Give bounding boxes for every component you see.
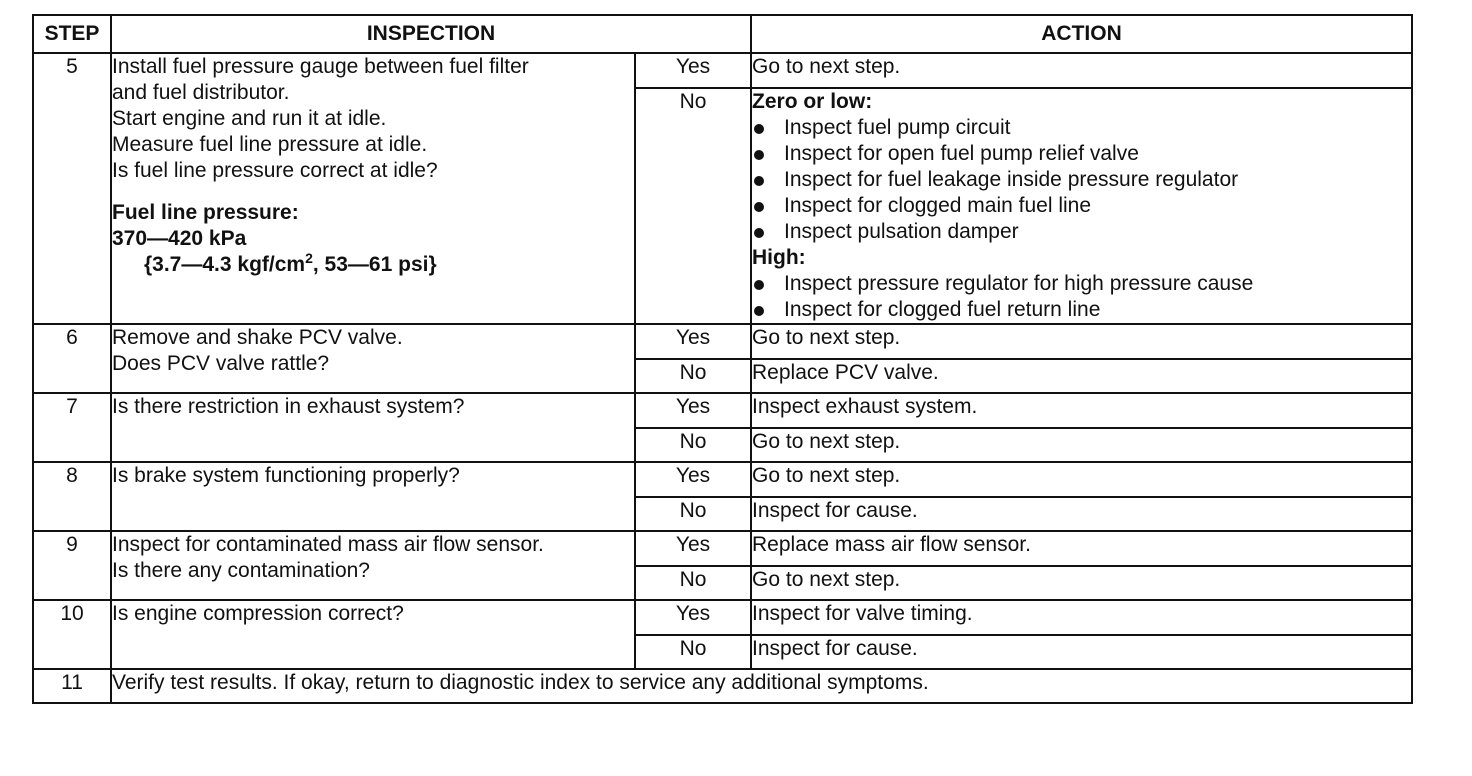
bullet-icon: [754, 124, 764, 134]
inspection-line: Start engine and run it at idle.: [112, 107, 387, 130]
inspection-line: Install fuel pressure gauge between fuel filter: [112, 55, 529, 78]
step-6-yes-row: [33, 324, 1412, 359]
bullet-item: Inspect fuel pump circuit: [752, 115, 1411, 141]
step-7-inspection: [111, 393, 635, 462]
inspection-line: Does PCV valve rattle?: [112, 352, 330, 375]
header-row: [33, 15, 1412, 53]
bullet-icon: [754, 176, 764, 186]
no-label: No: [635, 497, 751, 531]
bullet-item: Inspect for fuel leakage inside pressure regulator: [752, 167, 1411, 193]
step-11-text: Verify test results. If okay, return to diagnostic index to service any additional symptoms.: [111, 669, 1412, 703]
bullet-item: Inspect for clogged fuel return line: [752, 297, 1411, 323]
step-9-inspection: [111, 531, 635, 600]
step-7-yes-row: [33, 393, 1412, 428]
no-action: Inspect for cause.: [751, 497, 1412, 531]
yes-label: Yes: [635, 53, 751, 88]
no-action: [751, 88, 1412, 324]
low-list: [752, 115, 1411, 245]
yes-action: Inspect for valve timing.: [751, 600, 1412, 635]
yes-action: Inspect exhaust system.: [751, 393, 1412, 428]
spacer: [112, 184, 634, 200]
spec-alt-b: , 53—61 psi}: [312, 253, 437, 276]
spec-value: 370—420 kPa: [112, 227, 247, 250]
yes-action: Go to next step.: [751, 324, 1412, 359]
bullet-item: Inspect pulsation damper: [752, 219, 1411, 245]
no-label: No: [635, 566, 751, 600]
step-10-inspection: [111, 600, 635, 669]
bullet-icon: [754, 202, 764, 212]
no-label: No: [635, 635, 751, 669]
inspection-line: Measure fuel line pressure at idle.: [112, 133, 428, 156]
step-9-yes-row: [33, 531, 1412, 566]
bullet-item: Inspect for open fuel pump relief valve: [752, 141, 1411, 167]
step-number: 9: [33, 531, 111, 600]
no-action: Go to next step.: [751, 566, 1412, 600]
step-6-inspection: [111, 324, 635, 393]
yes-label: Yes: [635, 462, 751, 497]
inspection-line: Inspect for contaminated mass air flow sensor.: [112, 533, 544, 556]
bullet-icon: [754, 150, 764, 160]
no-action: Inspect for cause.: [751, 635, 1412, 669]
step-5-yes-row: [33, 53, 1412, 88]
no-label: No: [635, 88, 751, 324]
step-8-yes-row: [33, 462, 1412, 497]
action-header: ACTION: [751, 15, 1412, 53]
step-10-yes-row: [33, 600, 1412, 635]
step-number: 5: [33, 53, 111, 324]
diagnostic-table: [32, 14, 1413, 704]
yes-action: Go to next step.: [751, 53, 1412, 88]
bullet-item: Inspect pressure regulator for high pressure cause: [752, 271, 1411, 297]
inspection-line: and fuel distributor.: [112, 81, 290, 104]
inspection-header: INSPECTION: [111, 15, 751, 53]
spec-alt-value: [112, 252, 634, 278]
no-label: No: [635, 359, 751, 393]
step-number: 7: [33, 393, 111, 462]
inspection-line: Is there any contamination?: [112, 559, 370, 582]
no-label: No: [635, 428, 751, 462]
step-5-inspection: [111, 53, 635, 324]
step-11-row: [33, 669, 1412, 703]
bullet-icon: [754, 306, 764, 316]
spec-alt-sup: 2: [305, 250, 313, 266]
spec-title: Fuel line pressure:: [112, 201, 299, 224]
high-list: [752, 271, 1411, 323]
low-heading: Zero or low:: [752, 90, 873, 113]
yes-label: Yes: [635, 600, 751, 635]
yes-label: Yes: [635, 531, 751, 566]
bullet-item: Inspect for clogged main fuel line: [752, 193, 1411, 219]
inspection-line: Is there restriction in exhaust system?: [112, 395, 465, 418]
step-header: STEP: [33, 15, 111, 53]
yes-action: Replace mass air flow sensor.: [751, 531, 1412, 566]
inspection-line: Is fuel line pressure correct at idle?: [112, 159, 438, 182]
no-action: Replace PCV valve.: [751, 359, 1412, 393]
step-number: 10: [33, 600, 111, 669]
inspection-line: Remove and shake PCV valve.: [112, 326, 403, 349]
bullet-icon: [754, 228, 764, 238]
no-action: Go to next step.: [751, 428, 1412, 462]
yes-action: Go to next step.: [751, 462, 1412, 497]
yes-label: Yes: [635, 393, 751, 428]
spec-alt-a: {3.7—4.3 kgf/cm: [144, 253, 306, 276]
inspection-line: Is brake system functioning properly?: [112, 464, 460, 487]
step-number: 11: [33, 669, 111, 703]
step-number: 8: [33, 462, 111, 531]
step-8-inspection: [111, 462, 635, 531]
yes-label: Yes: [635, 324, 751, 359]
bullet-icon: [754, 280, 764, 290]
high-heading: High:: [752, 246, 806, 269]
step-number: 6: [33, 324, 111, 393]
inspection-line: Is engine compression correct?: [112, 602, 404, 625]
